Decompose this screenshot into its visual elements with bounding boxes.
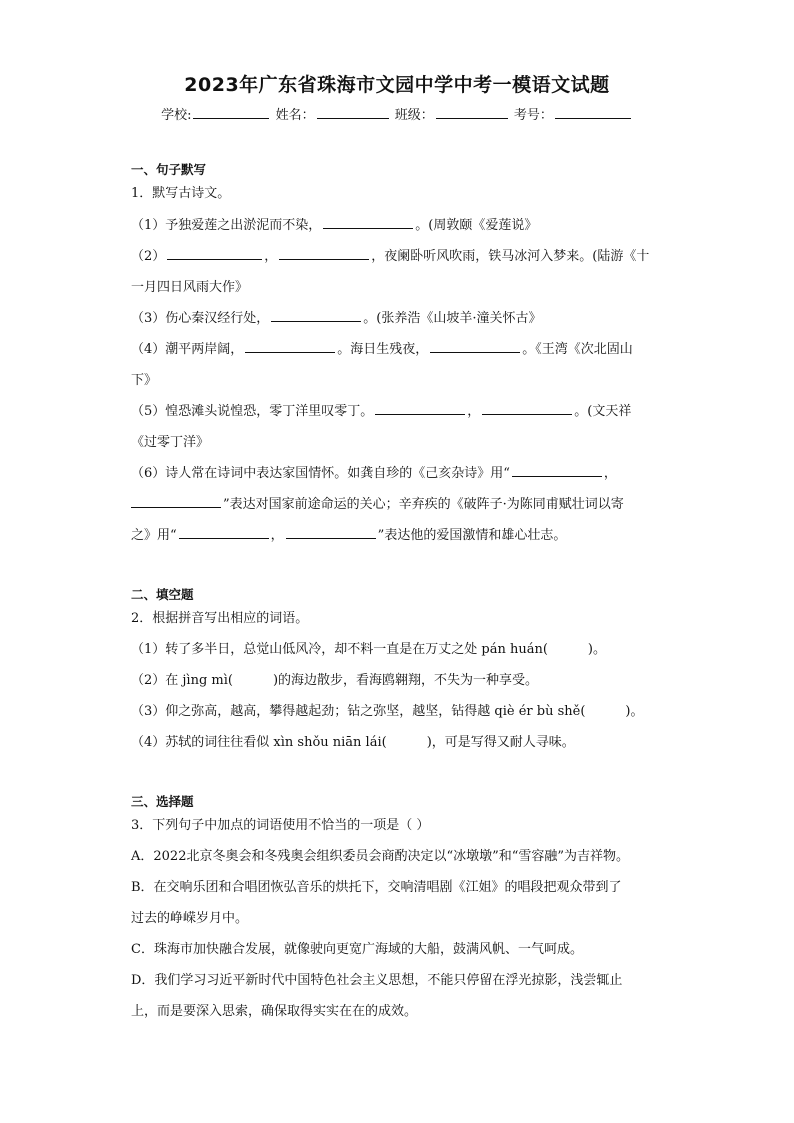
q1-item-6-line2: ”表达对国家前途命运的关心；辛弃疾的《破阵子·为陈同甫赋壮词以寄 xyxy=(131,489,661,520)
q1-item-4: （4）潮平两岸阔， 。海日生残夜， 。《王湾《次北固山 xyxy=(131,334,661,365)
answer-blank[interactable] xyxy=(179,524,269,539)
option-a[interactable]: A．2022北京冬奥会和冬残奥会组织委员会商酌决定以“冰墩墩”和“雪容融”为吉祥物。 xyxy=(131,849,630,864)
student-info-line xyxy=(0,104,794,123)
section-title-1: 一、句子默写 xyxy=(131,162,207,177)
q2-item-1: （1）转了多半日，总觉山低风冷，却不料一直是在万丈之处 pán huán( )。 xyxy=(131,642,606,657)
exam-content xyxy=(131,160,661,1027)
question-3-stem: 3．下列句子中加点的词语使用不恰当的一项是（ ） xyxy=(131,818,430,833)
q2-item-4: （4）苏轼的词往往看似 xìn shǒu niān lái( )，可是写得又耐人寻味。 xyxy=(131,735,575,750)
answer-blank[interactable] xyxy=(512,462,602,477)
name-blank[interactable] xyxy=(317,104,389,119)
answer-blank[interactable] xyxy=(245,338,335,353)
option-d-cont: 上，而是要深入思索，确保取得实实在在的成效。 xyxy=(131,1004,418,1019)
class-label: 班级： xyxy=(394,108,434,123)
section-spacer xyxy=(131,551,661,585)
answer-blank[interactable] xyxy=(482,400,572,415)
q2-item-3: （3）仰之弥高，越高，攀得越起劲；钻之弥坚，越坚，钻得越 qiè ér bù shě( )。 xyxy=(131,704,644,719)
school-label: 学校: xyxy=(161,108,192,123)
q2-item-2: （2）在 jìng mì( )的海边散步，看海鸥翱翔，不失为一种享受。 xyxy=(131,673,539,688)
q1-item-6: （6）诗人常在诗词中表达家国情怀。如龚自珍的《己亥杂诗》用“ ， xyxy=(131,458,661,489)
q1-item-5: （5）惶恐滩头说惶恐，零丁洋里叹零丁。 ， 。(文天祥 xyxy=(131,396,661,427)
q1-item-2-cont: 一月四日风雨大作》 xyxy=(131,280,249,295)
q1-item-5-cont: 《过零丁洋》 xyxy=(131,435,210,450)
q1-item-3: （3）伤心秦汉经行处， 。(张养浩《山坡羊·潼关怀古》 xyxy=(131,303,661,334)
section-title-3: 三、选择题 xyxy=(131,794,194,809)
option-b-cont: 过去的峥嵘岁月中。 xyxy=(131,911,249,926)
section-title-2: 二、填空题 xyxy=(131,587,194,602)
exam-number-blank[interactable] xyxy=(555,104,631,119)
answer-blank[interactable] xyxy=(167,245,262,260)
name-label: 姓名： xyxy=(275,108,315,123)
q1-item-2: （2） ， ，夜阑卧听风吹雨，铁马冰河入梦来。(陆游《十 xyxy=(131,241,661,272)
answer-blank[interactable] xyxy=(286,524,376,539)
question-1-stem: 1．默写古诗文。 xyxy=(131,186,231,201)
option-c[interactable]: C．珠海市加快融合发展，就像驶向更宽广海域的大船，鼓满风帆、一气呵成。 xyxy=(131,942,583,957)
q1-item-1: （1）予独爱莲之出淤泥而不染， 。(周敦颐《爱莲说》 xyxy=(131,210,661,241)
answer-blank[interactable] xyxy=(131,493,221,508)
answer-blank[interactable] xyxy=(430,338,520,353)
q1-item-4-cont: 下》 xyxy=(131,373,158,388)
exam-title: 2023年广东省珠海市文园中学中考一模语文试题 xyxy=(184,74,610,96)
exam-number-label: 考号： xyxy=(513,108,553,123)
option-d[interactable]: D．我们学习习近平新时代中国特色社会主义思想，不能只停留在浮光掠影，浅尝辄止 xyxy=(131,973,623,988)
answer-blank[interactable] xyxy=(279,245,369,260)
section-spacer xyxy=(131,758,661,792)
answer-blank[interactable] xyxy=(375,400,465,415)
answer-blank[interactable] xyxy=(271,307,361,322)
q1-item-6-line3: 之》用“ ， ”表达他的爱国激情和雄心壮志。 xyxy=(131,520,661,551)
option-b[interactable]: B．在交响乐团和合唱团恢弘音乐的烘托下，交响清唱剧《江姐》的唱段把观众带到了 xyxy=(131,880,622,895)
question-2-stem: 2．根据拼音写出相应的词语。 xyxy=(131,611,309,626)
school-blank[interactable] xyxy=(193,104,269,119)
class-blank[interactable] xyxy=(436,104,508,119)
answer-blank[interactable] xyxy=(323,214,413,229)
